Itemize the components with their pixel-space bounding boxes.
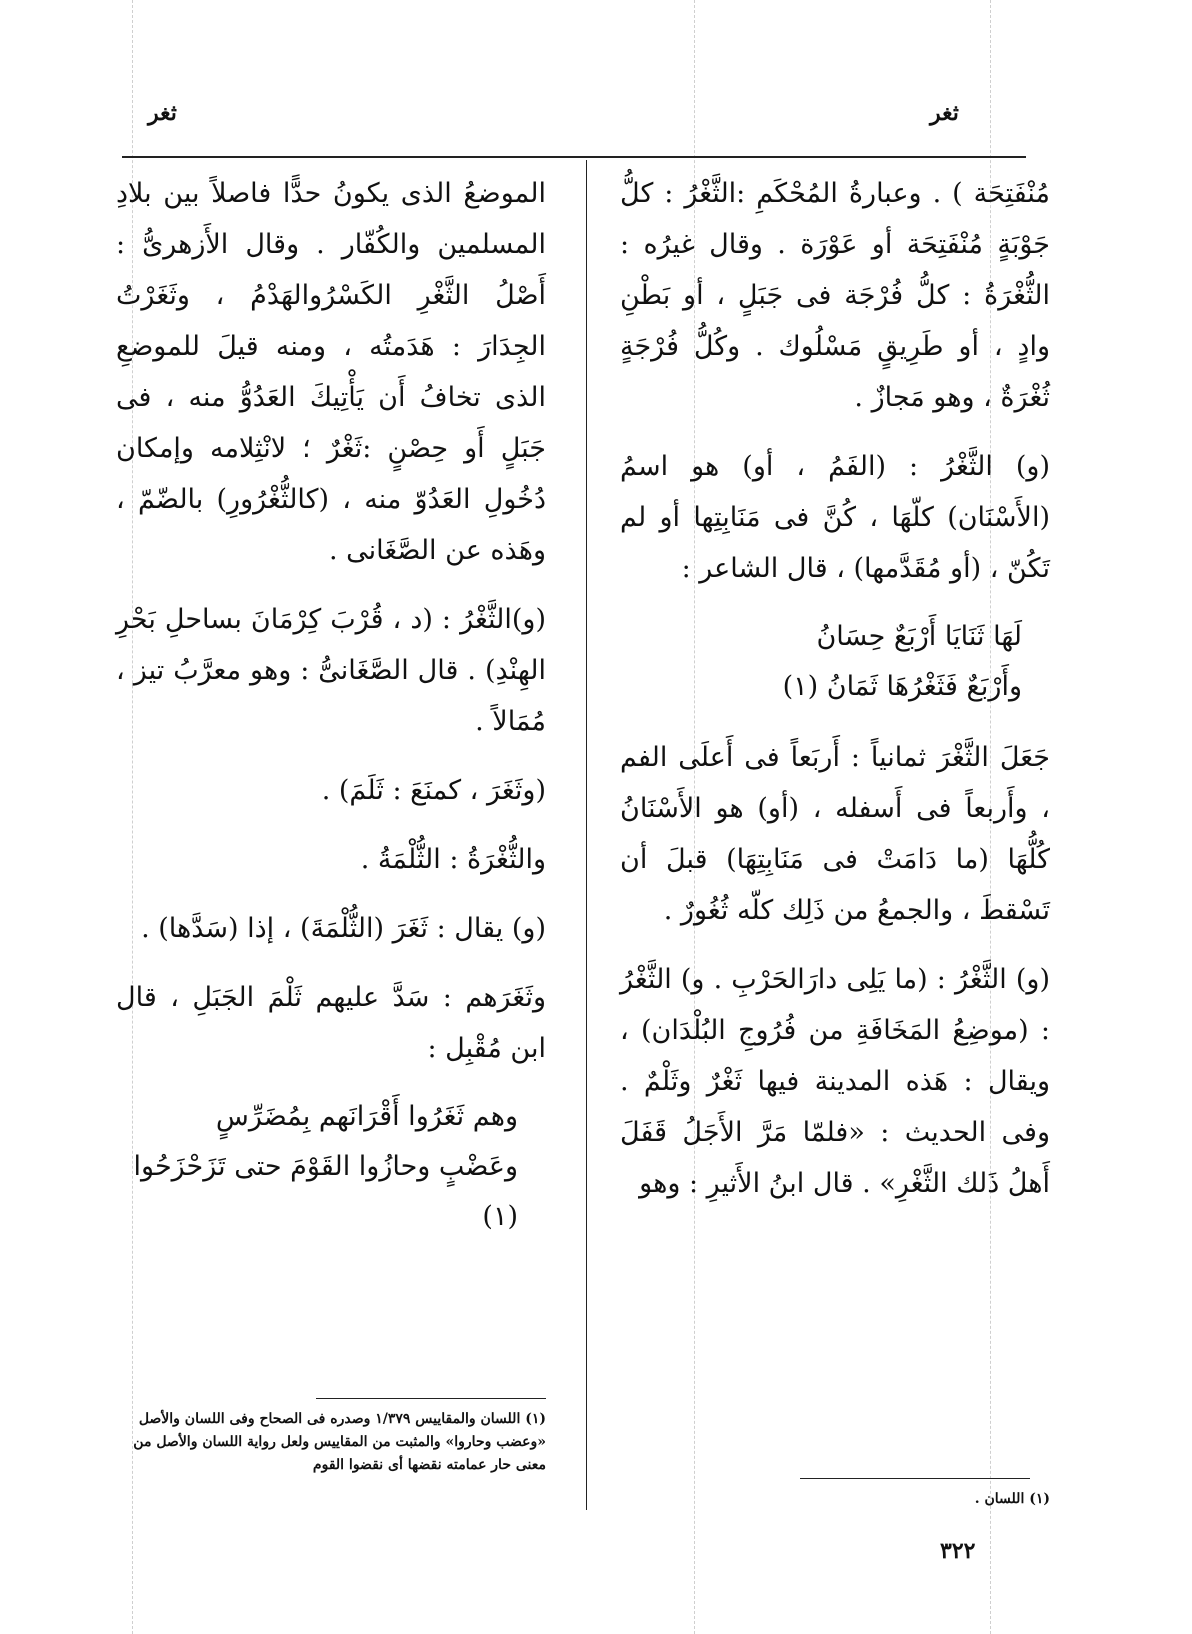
left-column [116, 168, 546, 1262]
paragraph: (و) الثَّغْرُ : (ما يَلِى دارَالحَرْبِ . و) الثَّغْرُ : (موضِعُ المَخَافَةِ من فُرُوجِ البُلْدَان) ، ويقال : هَذه المدينة فيها ثَغْرٌ وثَلْمٌ . وفى الحديث : «فلمّا مَرَّ الأَجَلُ قَفَلَ أَهلُ ذَلك الثَّغْرِ» . قال ابنُ الأَثيرِ : وهو [620, 964, 1050, 1199]
footnote-left: (١) اللسان والمقاييس ١/٣٧٩ وصدره فى الصحاح وفى اللسان والأصل «وعضب وحاروا» والمثبت من المقاييس ولعل رواية اللسان والأصل من معنى حار عمامته نقضها أى نقضوا القوم [133, 1411, 546, 1473]
paragraph: (وثَغَرَ ، كمنَعَ : ثَلَمَ) . [321, 775, 546, 806]
paragraph: (و)الثَّغْرُ : (د ، قُرْبَ كِرْمَانَ بساحلِ بَحْرِ الهِنْدِ) . قال الصَّغَانىُّ : وهو معرَّبُ تيز ، مُمَالاً . [116, 604, 546, 737]
header-rule [122, 156, 1026, 158]
header-right-word: ثغر [930, 100, 959, 126]
paragraph: الموضعُ الذى يكونُ حدًّا فاصلاً بين بلادِ المسلمين والكُفّار . وقال الأَزهرىُّ : أَصْلُ الثَّغْرِ الكَسْرُوالهَدْمُ ، وثَغَرْتُ الجِدَارَ : هَدَمتُه ، ومنه قيلَ للموضعِ الذى تخافُ أَن يَأْتِيكَ العَدُوُّ منه ، فى جَبَلٍ أَو حِصْنٍ :ثَغْرٌ ؛ لانْثِلامه وإمكان دُخُولِ العَدُوّ منه ، (كالثُّغْرُورِ) بالضّمّ ، وهَذه عن الصَّغَانى . [116, 178, 546, 566]
right-column [620, 168, 1050, 1227]
verse [116, 1092, 546, 1242]
verse-line: لَهَا ثَنَايَا أَرْبَعٌ حِسَانُ [816, 621, 1022, 652]
footnote-rule [316, 1398, 546, 1399]
paragraph: والثُّغْرَةُ : الثُّلْمَةُ . [360, 844, 546, 875]
column-divider [586, 160, 587, 1510]
verse-line: وأَرْبَعٌ فَثَغْرُهَا ثَمَانُ (١) [782, 671, 1022, 702]
paragraph: وثَغَرَهم : سَدَّ عليهم ثَلْمَ الجَبَلِ ، قال ابن مُقْبِل : [116, 982, 546, 1064]
footnote-right: (١) اللسان . [974, 1491, 1050, 1507]
paragraph: (و) الثَّغْرُ : (الفَمُ ، أو) هو اسمُ (الأَسْنَان) كلّهَا ، كُنَّ فى مَنَابِتِها أو لم تَكُنّ ، (أو مُقَدَّمها) ، قال الشاعر : [620, 451, 1050, 584]
paragraph: مُنْفَتِحَة ) . وعبارةُ المُحْكَمِ :الثَّغْرُ : كلُّ جَوْبَةٍ مُنْفَتِحَة أو عَوْرَة . وقال غيرُه : الثُّغْرَةُ : كلُّ فُرْجَة فى جَبَلٍ ، أو بَطْنِ وادٍ ، أو طَرِيقٍ مَسْلُوك . وكُلُّ فُرْجَةٍ ثُغْرَةٌ ، وهو مَجازٌ . [620, 178, 1050, 413]
page-number: ٣٢٢ [940, 1538, 976, 1564]
header-left-word: ثغر [148, 100, 177, 126]
verse [620, 612, 1050, 712]
verse-line: وهم ثَغَرُوا أَقْرَانَهم بِمُضَرِّسٍ [215, 1101, 518, 1132]
footnote-rule [800, 1478, 1030, 1479]
paragraph: (و) يقال : ثَغَرَ (الثُّلْمَةَ) ، إذا (سَدَّها) . [141, 913, 546, 944]
paragraph: جَعَلَ الثَّغْرَ ثمانياً : أَربَعاً فى أَعلَى الفم ، وأَربعاً فى أَسفله ، (أو) هو الأَسْنَانُ كُلُّهَا (ما دَامَتْ فى مَنَابِتِهَا) قبلَ أن تَسْقطَ ، والجمعُ من ذَلِك كلّه ثُغُورٌ . [620, 742, 1050, 926]
verse-line: وعَضْبٍ وحازُوا القَوْمَ حتى تَزَحْزَحُوا (١) [133, 1151, 518, 1232]
